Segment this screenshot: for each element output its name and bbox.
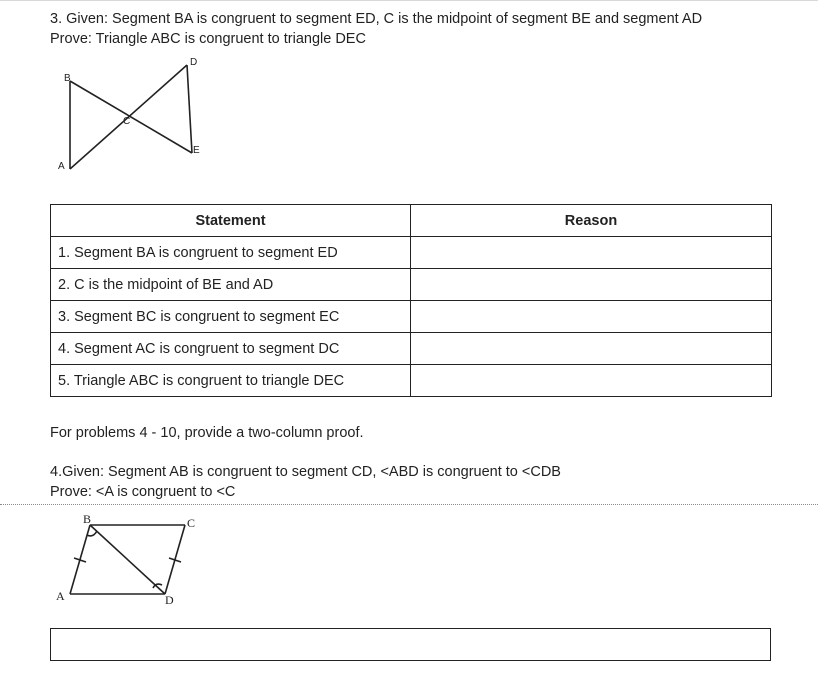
problem4-figure [50,508,210,608]
diagonal-bd [90,525,165,594]
problem4-given: 4.Given: Segment AB is congruent to segment CD, <ABD is congruent to <CDB [50,464,561,480]
reason-cell[interactable] [411,301,772,333]
segment-de [187,65,192,153]
reason-cell[interactable] [411,333,772,365]
table-row [51,301,772,333]
reason-cell[interactable] [411,365,772,397]
problem3-given: 3. Given: Segment BA is congruent to segment ED, C is the midpoint of segment BE and segment AD [50,11,703,27]
table-row [51,269,772,301]
statement-cell: 5. Triangle ABC is congruent to triangle DEC [51,365,411,397]
table-row [51,365,772,397]
label-b: B [64,73,71,84]
reason-header: Reason [411,205,772,237]
statement-cell: 3. Segment BC is congruent to segment EC [51,301,411,333]
table-row [51,237,772,269]
segment-be [70,81,192,153]
statement-cell: 4. Segment AC is congruent to segment DC [51,333,411,365]
statement-cell: 2. C is the midpoint of BE and AD [51,269,411,301]
table-row [51,333,772,365]
label-d: D [165,593,174,607]
proof-table-header [51,205,772,237]
label-c: C [123,116,131,127]
statement-cell: 1. Segment BA is congruent to segment ED [51,237,411,269]
label-a: A [58,161,65,172]
label-c: C [187,516,196,530]
top-border [0,0,818,1]
instructions-text: For problems 4 - 10, provide a two-column proof. [50,425,364,441]
label-b: B [83,512,92,526]
label-a: A [56,589,65,603]
problem3-figure [55,55,215,180]
problem4-prove: Prove: <A is congruent to <C [50,484,236,500]
page-break-divider [0,504,818,505]
reason-cell[interactable] [411,237,772,269]
label-d: D [190,57,198,68]
reason-cell[interactable] [411,269,772,301]
answer-box[interactable] [50,628,771,661]
proof-table [50,204,772,397]
problem3-prove: Prove: Triangle ABC is congruent to triangle DEC [50,31,366,47]
label-e: E [193,145,200,156]
statement-header: Statement [51,205,411,237]
